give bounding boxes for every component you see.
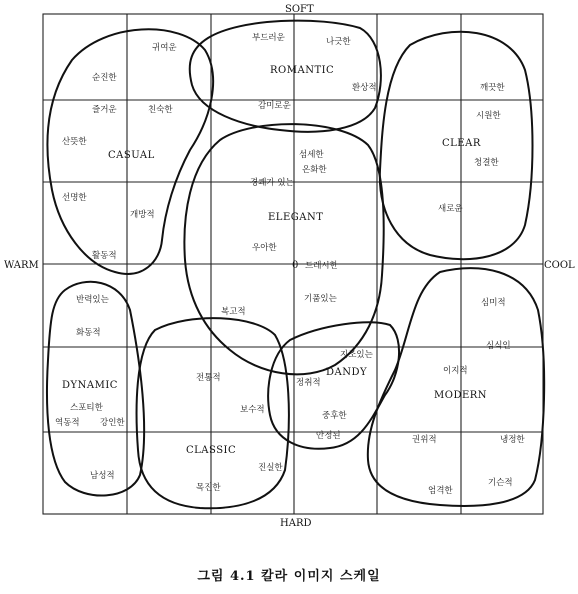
axis-top-label: SOFT: [285, 4, 314, 15]
word-label: 경쾌가 있는: [250, 178, 294, 188]
word-label: 섬세한: [299, 150, 324, 160]
word-label: 안정된: [316, 431, 341, 441]
axis-origin-label: 0: [292, 260, 299, 271]
word-label: 남성적: [90, 471, 115, 481]
word-label: 심미적: [481, 298, 506, 308]
cluster-label-clear: CLEAR: [442, 138, 481, 149]
cluster-label-dandy: DANDY: [326, 367, 368, 378]
word-label: 지조있는: [340, 350, 373, 360]
word-label: 진실한: [258, 463, 283, 473]
word-label: 엄격한: [428, 486, 453, 496]
word-label: 화동적: [76, 328, 101, 338]
word-label: 나긋한: [326, 37, 351, 47]
word-label: 친숙한: [148, 105, 173, 115]
romantic-outline: [190, 21, 381, 132]
word-label: 감미로운: [258, 101, 291, 111]
word-label: 선명한: [62, 193, 87, 203]
word-label: 반력있는: [76, 295, 109, 305]
word-label: 환상적: [352, 83, 377, 93]
axis-bottom-label: HARD: [280, 518, 312, 529]
cluster-label-dynamic: DYNAMIC: [62, 380, 118, 391]
word-label: 깨끗한: [480, 83, 505, 93]
axis-right-label: COOL: [544, 260, 575, 271]
word-label: 중후한: [322, 411, 347, 421]
cluster-label-modern: MODERN: [434, 390, 488, 401]
word-label: 기품있는: [304, 294, 337, 304]
word-label: 강인한: [100, 418, 125, 428]
modern-outline: [368, 268, 544, 506]
word-label: 이지적: [443, 366, 468, 376]
word-label: 보수적: [240, 405, 265, 415]
word-label: 복고적: [221, 307, 246, 317]
word-label: 기슨적: [488, 478, 513, 488]
word-label: 전통적: [196, 373, 221, 383]
cluster-label-romantic: ROMANTIC: [270, 65, 335, 76]
word-label: 심식인: [486, 341, 511, 351]
cluster-labels: [62, 65, 487, 456]
word-label: 역동적: [55, 418, 80, 428]
cluster-label-elegant: ELEGANT: [268, 212, 324, 223]
word-label: 귀여운: [152, 43, 177, 53]
word-label: 시원한: [476, 111, 501, 121]
word-label: 활동적: [92, 251, 117, 261]
word-label: 우아한: [252, 243, 277, 253]
cluster-label-casual: CASUAL: [108, 150, 155, 161]
word-label: 목진한: [196, 483, 221, 493]
word-label: 청결한: [474, 158, 499, 168]
word-label: 개방적: [130, 210, 155, 220]
word-label: 정취적: [296, 378, 321, 388]
word-label: 산뜻한: [62, 137, 87, 147]
word-label: 새로운: [438, 204, 463, 214]
word-label: 냉정한: [500, 435, 525, 445]
word-label: 즐거운: [92, 105, 117, 115]
word-label: 권위적: [412, 435, 437, 445]
word-label: 온화한: [302, 165, 327, 175]
axis-left-label: WARM: [4, 260, 39, 271]
word-label: 스포티한: [70, 403, 103, 413]
word-label: 순진한: [92, 73, 117, 83]
word-label: 부드러운: [252, 33, 285, 43]
word-label: 드레시한: [305, 261, 338, 271]
figure-caption: 그림 4.1 칼라 이미지 스케일: [197, 569, 381, 584]
elegant-outline: [184, 124, 383, 374]
cluster-label-classic: CLASSIC: [186, 445, 237, 456]
